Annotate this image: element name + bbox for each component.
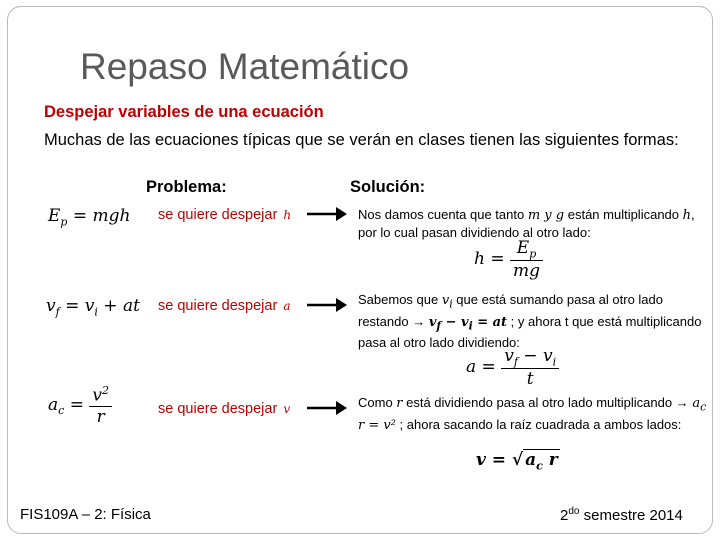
equation-2: $v_f = v_i$ + at	[46, 296, 140, 319]
arrow-icon	[306, 297, 348, 313]
problem-header: Problema:	[146, 178, 227, 196]
arrow-icon	[306, 206, 348, 222]
slide-subtitle: Despejar variables de una ecuación	[44, 103, 324, 121]
slide-title: Repaso Matemático	[80, 46, 410, 87]
solution-text-1: Nos damos cuenta que tanto m y g están multiplicando h, por lo cual pasan dividiendo al otro lado:	[358, 207, 695, 240]
equation-1: $E_p$ = mgh	[48, 206, 131, 229]
arrow-icon	[306, 400, 348, 416]
solution-text-2: Sabemos que $v_i$ que está sumando pasa al otro lado restando → $v_f - v_i$ = at ; y ahora t que está multiplicando pasa al otro lado dividiendo:	[358, 292, 702, 351]
despejar-label-2: se quiere despejar a	[158, 298, 291, 314]
result-3: v = √ $a_c$ r	[476, 450, 558, 473]
despejar-label-1: se quiere despejar h	[158, 207, 292, 223]
solution-header: Solución:	[350, 178, 426, 196]
equation-3: $a_c$ = $\frac{v^2}{r}$	[48, 384, 112, 427]
despejar-label-3: se quiere despejar v	[158, 401, 291, 417]
result-1: h = $\frac{E_p}{mg}$	[474, 238, 543, 281]
footer-semester: $2^{do}$ semestre 2014	[560, 506, 683, 524]
intro-text: Muchas de las ecuaciones típicas que se verán en clases tienen las siguientes formas:	[44, 131, 679, 149]
result-2: a = $\frac{v_f - v_i}{t}$	[466, 346, 559, 389]
solution-text-3: Como r está dividiendo pasa al otro lado multiplicando → $a_c$ r = v² ; ahora sacando la raíz cuadrada a ambos lados:	[358, 395, 707, 433]
footer-course: FIS109A – 2: Física	[20, 506, 151, 523]
